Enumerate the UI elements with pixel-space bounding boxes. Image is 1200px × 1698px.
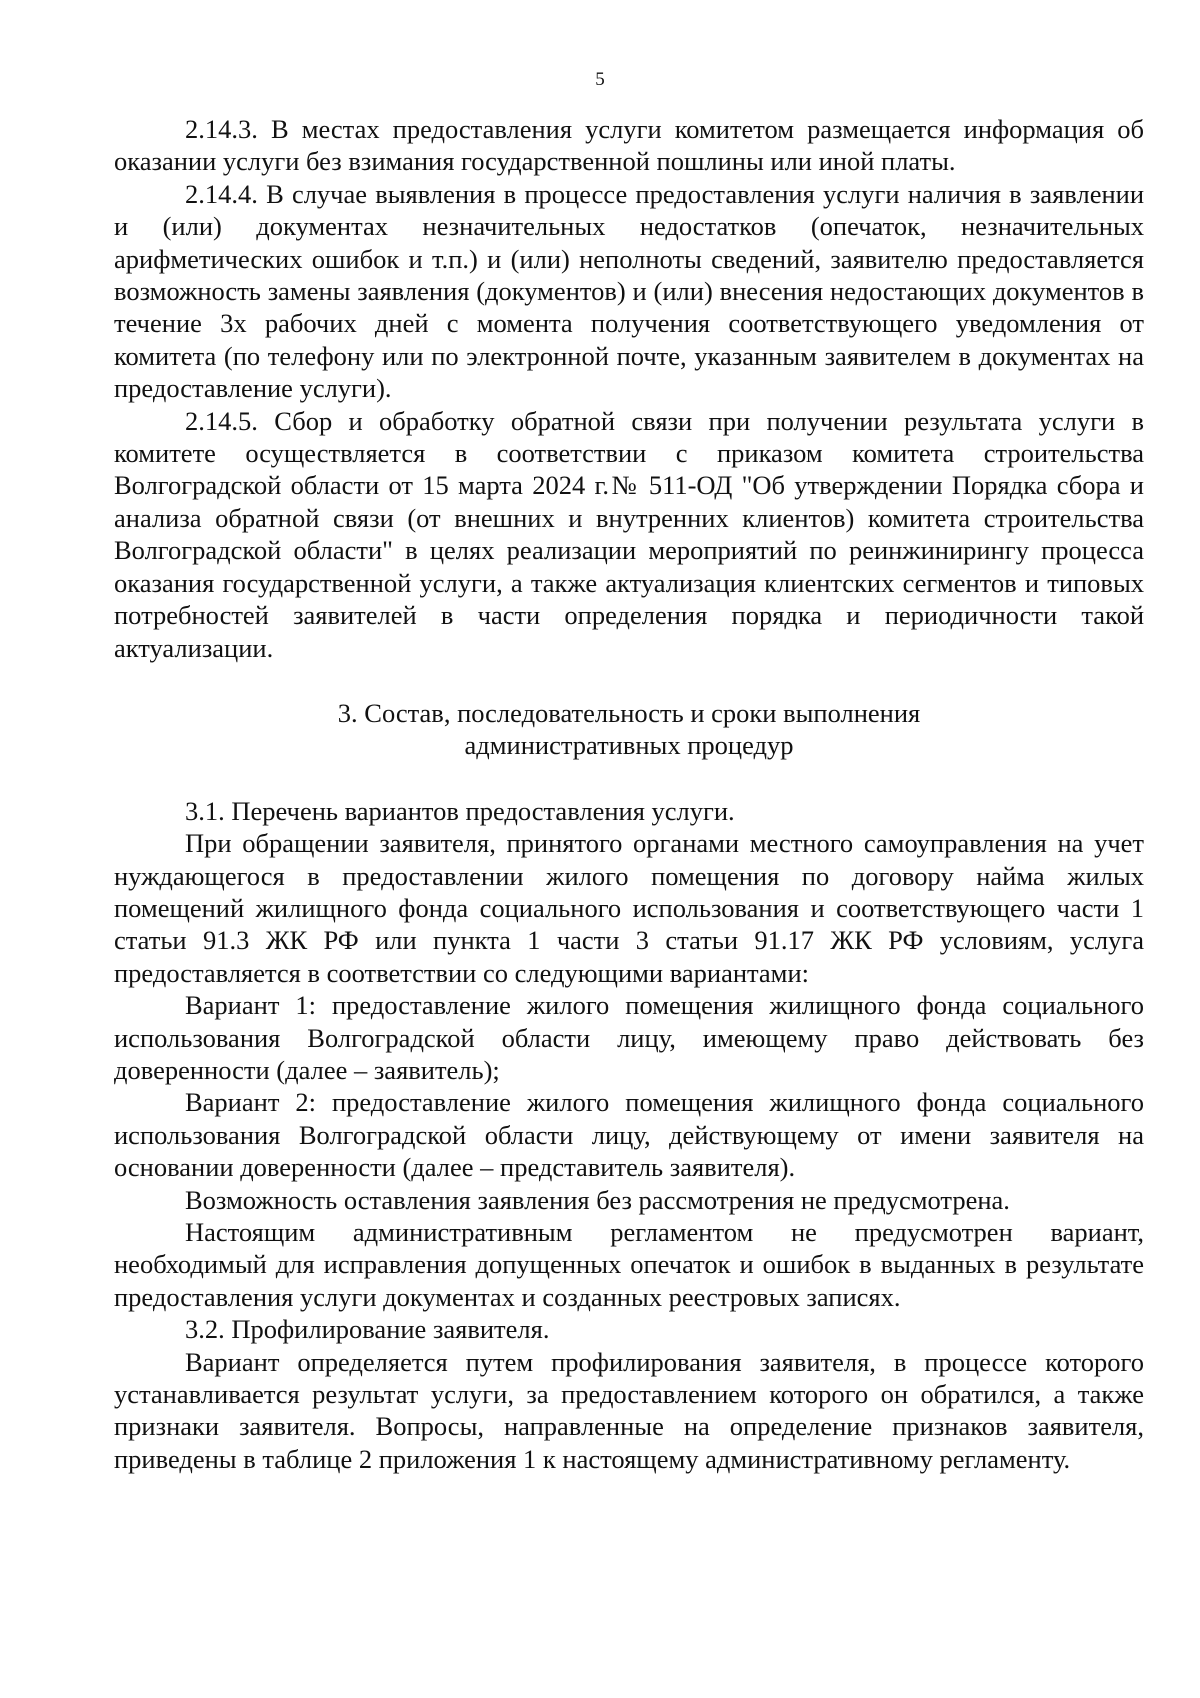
paragraph-variant-2: Вариант 2: предоставление жилого помещения жилищного фонда социального использования Волгоградской области лицу, действующему от имени заявителя на основании доверенности (далее – представитель заявителя). bbox=[114, 1087, 1144, 1183]
document-body bbox=[114, 113, 1144, 1475]
paragraph-3-2-title: 3.2. Профилирование заявителя. bbox=[185, 1314, 550, 1345]
paragraph-3-1-title: 3.1. Перечень вариантов предоставления услуги. bbox=[185, 795, 735, 826]
section-heading-line-2: административных процедур bbox=[464, 730, 794, 761]
section-heading-line-1: 3. Состав, последовательность и сроки выполнения bbox=[337, 697, 921, 728]
paragraph-2-14-5: 2.14.5. Сбор и обработку обратной связи при получении результата услуги в комитете осуществляется в соответствии с приказом комитета строительства Волгоградской области от 15 марта 2024 г.№ 511-ОД "Об утверждении Порядка сбора и анализа обратной связи (от внешних и внутренних клиентов) комитета строительства Волгоградской области" в целях реализации мероприятий по реинжинирингу процесса оказания государственной услуги, а также актуализация клиентских сегментов и типовых потребностей заявителей в части определения порядка и периодичности такой актуализации. bbox=[114, 405, 1144, 663]
paragraph-2-14-4: 2.14.4. В случае выявления в процессе предоставления услуги наличия в заявлении и (или) документах незначительных недостатков (опечаток, незначительных арифметических ошибок и т.п.) и (или) неполноты сведений, заявителю предоставляется возможность замены заявления (документов) и (или) внесения недостающих документов в течение 3х рабочих дней с момента получения соответствующего уведомления от комитета (по телефону или по электронной почте, указанным заявителем в документах на предоставление услуги). bbox=[114, 178, 1144, 404]
paragraph-no-leave: Возможность оставления заявления без рассмотрения не предусмотрена. bbox=[185, 1184, 1010, 1215]
paragraph-no-variant: Настоящим административным регламентом не предусмотрен вариант, необходимый для исправления допущенных опечаток и ошибок в выданных в результате предоставления услуги документах и созданных реестровых записях. bbox=[114, 1217, 1144, 1312]
section-heading bbox=[114, 697, 1144, 762]
paragraph-variant-1: Вариант 1: предоставление жилого помещения жилищного фонда социального использования Волгоградской области лицу, имеющему право действовать без доверенности (далее – заявитель); bbox=[114, 990, 1144, 1085]
paragraph-2-14-3: 2.14.3. В местах предоставления услуги комитетом размещается информация об оказании услуги без взимания государственной пошлины или иной платы. bbox=[114, 114, 1144, 177]
paragraph-3-1-text: При обращении заявителя, принятого органами местного самоуправления на учет нуждающегося в предоставлении жилого помещения по договору найма жилых помещений жилищного фонда социального использования и соответствующего части 1 статьи 91.3 ЖК РФ или пункта 1 части 3 статьи 91.17 ЖК РФ условиям, услуга предоставляется в соответствии со следующими вариантами: bbox=[114, 828, 1144, 988]
page-number: 5 bbox=[595, 69, 605, 90]
paragraph-3-2-text: Вариант определяется путем профилирования заявителя, в процессе которого устанавливается результат услуги, за предоставлением которого он обратился, а также признаки заявителя. Вопросы, направленные на определение признаков заявителя, приведены в таблице 2 приложения 1 к настоящему административному регламенту. bbox=[114, 1346, 1144, 1474]
